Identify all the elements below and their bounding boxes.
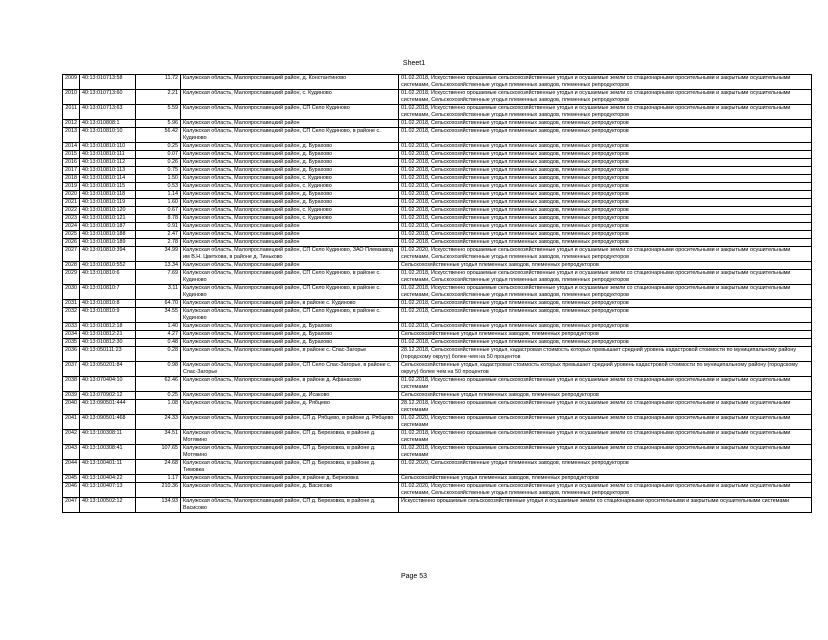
row-number-cell: 2040 <box>63 400 80 415</box>
land-use-cell: 01.02.2018, Искусственно орошаемые сельскохозяйственные угодья и осушаемые земли со стационарными оросительными и закрытыми осушительными системами, Сельскохозяйственные угодья племенных заводов, племенных репродукторов <box>399 270 812 285</box>
address-cell: Калужская область, Малоярославецкий район, д. Бурахово <box>181 159 399 167</box>
address-cell: Калужская область, Малоярославецкий район, д. Бурахово <box>181 339 399 347</box>
row-number-cell: 2019 <box>63 183 80 191</box>
table-row <box>63 191 812 199</box>
cadastral-number-cell: 40:13:010810:113 <box>80 167 136 175</box>
land-use-cell: 01.02.2018, Сельскохозяйственные угодья племенных заводов, племенных репродукторов <box>399 128 812 143</box>
table-row <box>63 231 812 239</box>
table-row <box>63 90 812 105</box>
address-cell: Калужская область, Малоярославецкий район, д. Бурахово <box>181 331 399 339</box>
area-cell: 34.55 <box>136 308 181 323</box>
table-row <box>63 339 812 347</box>
table-row <box>63 362 812 377</box>
row-number-cell: 2033 <box>63 323 80 331</box>
row-number-cell: 2036 <box>63 347 80 362</box>
cadastral-number-cell: 40:13:010810:8 <box>80 300 136 308</box>
table-row <box>63 199 812 207</box>
land-use-cell: 01.02.2018, Сельскохозяйственные угодья племенных заводов, племенных репродукторов <box>399 167 812 175</box>
address-cell: Калужская область, Малоярославецкий район, СП д. Березовка, в районе д. Мотякино <box>181 430 399 445</box>
area-cell: 7.69 <box>136 270 181 285</box>
cadastral-number-cell: 40:13:010812:18 <box>80 323 136 331</box>
table-row <box>63 392 812 400</box>
land-use-cell: 01.02.2018, Сельскохозяйственные угодья племенных заводов, племенных репродукторов <box>399 159 812 167</box>
area-cell: 24.33 <box>136 415 181 430</box>
row-number-cell: 2032 <box>63 308 80 323</box>
row-number-cell: 2009 <box>63 75 80 90</box>
row-number-cell: 2021 <box>63 199 80 207</box>
area-cell: 0.26 <box>136 159 181 167</box>
address-cell: Калужская область, Малоярославецкий район, СП Село Кудиново, в районе с. Кудиново <box>181 270 399 285</box>
table-row <box>63 415 812 430</box>
land-use-cell: 01.02.2020, Искусственно орошаемые сельскохозяйственные угодья и осушаемые земли со стационарными оросительными и закрытыми осушительными системами, Сельскохозяйственные угодья племенных заводов, племенных репродукторов <box>399 483 812 498</box>
land-use-cell: 01.02.2018, Искусственно орошаемые сельскохозяйственные угодья и осушаемые земли со стационарными оросительными и закрытыми осушительными системами <box>399 377 812 392</box>
cadastral-number-cell: 40:13:100404:22 <box>80 475 136 483</box>
cadastral-number-cell: 40:13:010810:110 <box>80 143 136 151</box>
land-use-cell: 01.02.2018, Сельскохозяйственные угодья племенных заводов, племенных репродукторов <box>399 175 812 183</box>
area-cell: 8.78 <box>136 215 181 223</box>
land-use-cell: Искусственно орошаемые сельскохозяйственные угодья и осушаемые земли со стационарными оросительными и закрытыми осушительными системами <box>399 498 812 513</box>
table-row <box>63 498 812 513</box>
table-row <box>63 207 812 215</box>
address-cell: Калужская область, Малоярославецкий район, СП Село Кудиново <box>181 105 399 120</box>
address-cell: Калужская область, Малоярославецкий район, СП д. Рябцево, в районе д. Рябцево <box>181 415 399 430</box>
address-cell: Калужская область, Малоярославецкий район, СП д. Березовка, в районе д. Васисово <box>181 498 399 513</box>
land-use-cell: 01.02.2020, Искусственно орошаемые сельскохозяйственные угодья и осушаемые земли со стационарными оросительными и закрытыми осушительными системами, Сельскохозяйственные угодья племенных заводов, племенных репродукторов <box>399 247 812 262</box>
cadastral-number-cell: 40:13:010810:6 <box>80 270 136 285</box>
cadastral-number-cell: 40:13:010713:58 <box>80 75 136 90</box>
area-cell: 1.14 <box>136 191 181 199</box>
area-cell: 0.98 <box>136 362 181 377</box>
area-cell: 107.65 <box>136 445 181 460</box>
area-cell: 4.27 <box>136 331 181 339</box>
table-row <box>63 247 812 262</box>
row-number-cell: 2041 <box>63 415 80 430</box>
row-number-cell: 2028 <box>63 262 80 270</box>
area-cell: 1.50 <box>136 175 181 183</box>
table-row <box>63 262 812 270</box>
area-cell: 0.67 <box>136 207 181 215</box>
address-cell: Калужская область, Малоярославецкий район <box>181 223 399 231</box>
land-use-cell: 01.02.2018, Сельскохозяйственные угодья племенных заводов, племенных репродукторов <box>399 239 812 247</box>
row-number-cell: 2016 <box>63 159 80 167</box>
cadastral-number-cell: 40:13:050111:23 <box>80 347 136 362</box>
table-row <box>63 331 812 339</box>
area-cell: 13.34 <box>136 262 181 270</box>
address-cell: Калужская область, Малоярославецкий район, с. Кудиново <box>181 215 399 223</box>
cadastral-number-cell: 40:13:010808:1 <box>80 120 136 128</box>
address-cell: Калужская область, Малоярославецкий район, д. Васисово <box>181 483 399 498</box>
land-use-cell: 01.02.2020, Искусственно орошаемые сельскохозяйственные угодья и осушаемые земли со стационарными оросительными и закрытыми осушительными системами <box>399 415 812 430</box>
land-use-cell: Сельскохозяйственные угодья племенных заводов, племенных репродукторов <box>399 331 812 339</box>
row-number-cell: 2014 <box>63 143 80 151</box>
table-row <box>63 215 812 223</box>
area-cell: 56.42 <box>136 128 181 143</box>
row-number-cell: 2029 <box>63 270 80 285</box>
land-use-cell: 01.02.2018, Искусственно орошаемые сельскохозяйственные угодья и осушаемые земли со стационарными оросительными и закрытыми осушительными системами, Сельскохозяйственные угодья племенных заводов, племенных репродукторов <box>399 105 812 120</box>
area-cell: 0.53 <box>136 183 181 191</box>
row-number-cell: 2044 <box>63 460 80 475</box>
land-use-cell: 28.12.2018, Искусственно орошаемые сельскохозяйственные угодья и осушаемые земли со стационарными оросительными и закрытыми осушительными системами <box>399 400 812 415</box>
area-cell: 62.46 <box>136 377 181 392</box>
cadastral-number-cell: 40:13:010810:10 <box>80 128 136 143</box>
cadastral-number-cell: 40:13:010810:187 <box>80 223 136 231</box>
row-number-cell: 2045 <box>63 475 80 483</box>
row-number-cell: 2038 <box>63 377 80 392</box>
cadastral-number-cell: 40:13:090501:444 <box>80 400 136 415</box>
area-cell: 34.99 <box>136 247 181 262</box>
cadastral-number-cell: 40:13:010810:119 <box>80 199 136 207</box>
area-cell: 0.28 <box>136 347 181 362</box>
row-number-cell: 2010 <box>63 90 80 105</box>
land-use-cell: 01.02.2018, Сельскохозяйственные угодья племенных заводов, племенных репродукторов <box>399 308 812 323</box>
table-body <box>63 75 812 513</box>
row-number-cell: 2026 <box>63 239 80 247</box>
land-use-cell: Сельскохозяйственные угодья племенных заводов, племенных репродукторов <box>399 392 812 400</box>
cadastral-number-cell: 40:13:010810:552 <box>80 262 136 270</box>
area-cell: 0.07 <box>136 151 181 159</box>
row-number-cell: 2023 <box>63 215 80 223</box>
address-cell: Калужская область, Малоярославецкий район, д. Бурахово <box>181 323 399 331</box>
address-cell: Калужская область, Малоярославецкий район, д. Рябцево <box>181 400 399 415</box>
land-use-cell: 01.02.2018, Сельскохозяйственные угодья племенных заводов, племенных репродукторов <box>399 151 812 159</box>
row-number-cell: 2012 <box>63 120 80 128</box>
row-number-cell: 2037 <box>63 362 80 377</box>
row-number-cell: 2025 <box>63 231 80 239</box>
address-cell: Калужская область, Малоярославецкий район, в районе д. Березовка <box>181 475 399 483</box>
land-use-cell: Сельскохозяйственные угодья племенных заводов, племенных репродукторов <box>399 262 812 270</box>
table-row <box>63 159 812 167</box>
row-number-cell: 2022 <box>63 207 80 215</box>
area-cell: 0.91 <box>136 223 181 231</box>
cadastral-number-cell: 40:13:010810:394 <box>80 247 136 262</box>
address-cell: Калужская область, Малоярославецкий район, с. Кудиново <box>181 175 399 183</box>
cadastral-number-cell: 40:13:070404:10 <box>80 377 136 392</box>
table-row <box>63 300 812 308</box>
area-cell: 0.48 <box>136 339 181 347</box>
cadastral-number-cell: 40:13:010810:115 <box>80 183 136 191</box>
address-cell: Калужская область, Малоярославецкий район, с. Кудиново <box>181 90 399 105</box>
land-use-cell: Сельскохозяйственные угодья, кадастровая стоимость которых превышает средний уровень кадастровой стоимости по муниципальному району (городскому округу) более чем на 50 процентов <box>399 362 812 377</box>
row-number-cell: 2011 <box>63 105 80 120</box>
land-use-cell: 01.02.2020, Сельскохозяйственные угодья племенных заводов, племенных репродукторов <box>399 460 812 475</box>
cadastral-number-cell: 40:13:010810:121 <box>80 215 136 223</box>
table-row <box>63 75 812 90</box>
land-use-cell: 01.02.2018, Сельскохозяйственные угодья племенных заводов, племенных репродукторов <box>399 323 812 331</box>
area-cell: 1.08 <box>136 400 181 415</box>
land-use-cell: 01.02.2018, Сельскохозяйственные угодья племенных заводов, племенных репродукторов <box>399 120 812 128</box>
land-use-cell: 01.02.2018, Сельскохозяйственные угодья племенных заводов, племенных репродукторов <box>399 231 812 239</box>
sheet-title: Sheet1 <box>402 60 426 67</box>
address-cell: Калужская область, Малоярославецкий район, д. Константиново <box>181 75 399 90</box>
table-row <box>63 308 812 323</box>
area-cell: 5.96 <box>136 120 181 128</box>
cadastral-number-cell: 40:13:010713:63 <box>80 105 136 120</box>
land-use-cell: 01.02.2018, Сельскохозяйственные угодья племенных заводов, племенных репродукторов <box>399 223 812 231</box>
row-number-cell: 2042 <box>63 430 80 445</box>
page-number: Page 53 <box>400 573 428 580</box>
table-row <box>63 151 812 159</box>
area-cell: 11.72 <box>136 75 181 90</box>
row-number-cell: 2047 <box>63 498 80 513</box>
table-row <box>63 285 812 300</box>
address-cell: Калужская область, Малоярославецкий район <box>181 231 399 239</box>
address-cell: Калужская область, Малоярославецкий район, в районе д. Афанасово <box>181 377 399 392</box>
cadastral-number-cell: 40:13:050201:84 <box>80 362 136 377</box>
row-number-cell: 2043 <box>63 445 80 460</box>
address-cell: Калужская область, Малоярославецкий район <box>181 239 399 247</box>
table-row <box>63 143 812 151</box>
cadastral-number-cell: 40:13:070902:12 <box>80 392 136 400</box>
table-row <box>63 105 812 120</box>
address-cell: Калужская область, Малоярославецкий район <box>181 262 399 270</box>
address-cell: Калужская область, Малоярославецкий район, СП Село Кудиново, в районе с. Кудиново <box>181 285 399 300</box>
land-use-cell: 01.02.2018, Сельскохозяйственные угодья племенных заводов, племенных репродукторов <box>399 207 812 215</box>
address-cell: Калужская область, Малоярославецкий район, СП Село Спас-Загорье, в районе с. Спас-Загорье <box>181 362 399 377</box>
cadastral-number-cell: 40:13:010810:189 <box>80 239 136 247</box>
row-number-cell: 2018 <box>63 175 80 183</box>
area-cell: 1.17 <box>136 475 181 483</box>
address-cell: Калужская область, Малоярославецкий район, с. Кудиново <box>181 183 399 191</box>
table-row <box>63 120 812 128</box>
table-row <box>63 377 812 392</box>
area-cell: 34.51 <box>136 430 181 445</box>
cadastral-number-cell: 40:13:100308:11 <box>80 430 136 445</box>
address-cell: Калужская область, Малоярославецкий район, в районе с. Кудиново <box>181 300 399 308</box>
row-number-cell: 2035 <box>63 339 80 347</box>
table-row <box>63 183 812 191</box>
address-cell: Калужская область, Малоярославецкий район, д. Бурахово <box>181 167 399 175</box>
cadastral-number-cell: 40:13:100401:11 <box>80 460 136 475</box>
area-cell: 3.11 <box>136 285 181 300</box>
table-row <box>63 347 812 362</box>
table-row <box>63 167 812 175</box>
cadastral-number-cell: 40:13:010810:120 <box>80 207 136 215</box>
cadastral-number-cell: 40:13:010713:60 <box>80 90 136 105</box>
table-row <box>63 460 812 475</box>
area-cell: 0.25 <box>136 143 181 151</box>
row-number-cell: 2039 <box>63 392 80 400</box>
land-use-cell: 01.02.2018, Сельскохозяйственные угодья племенных заводов, племенных репродукторов <box>399 143 812 151</box>
land-use-cell: 28.12.2018, Сельскохозяйственные угодья, кадастровая стоимость которых превышает средний уровень кадастровой стоимости по муниципальному району (городскому округу) более чем на 50 процентов <box>399 347 812 362</box>
row-number-cell: 2013 <box>63 128 80 143</box>
land-use-cell: 01.02.2018, Сельскохозяйственные угодья племенных заводов, племенных репродукторов <box>399 199 812 207</box>
land-use-cell: 01.02.2018, Искусственно орошаемые сельскохозяйственные угодья и осушаемые земли со стационарными оросительными и закрытыми осушительными системами <box>399 445 812 460</box>
area-cell: 134.93 <box>136 498 181 513</box>
row-number-cell: 2046 <box>63 483 80 498</box>
address-cell: Калужская область, Малоярославецкий район, д. Бурахово <box>181 199 399 207</box>
land-use-cell: 01.02.2018, Сельскохозяйственные угодья племенных заводов, племенных репродукторов <box>399 339 812 347</box>
row-number-cell: 2020 <box>63 191 80 199</box>
area-cell: 64.70 <box>136 300 181 308</box>
area-cell: 5.59 <box>136 105 181 120</box>
land-use-cell: 01.02.2018, Искусственно орошаемые сельскохозяйственные угодья и осушаемые земли со стационарными оросительными и закрытыми осушительными системами, Сельскохозяйственные угодья племенных заводов, племенных репродукторов <box>399 90 812 105</box>
cadastral-number-cell: 40:13:010810:112 <box>80 159 136 167</box>
cadastral-number-cell: 40:13:100308:41 <box>80 445 136 460</box>
table-row <box>63 445 812 460</box>
address-cell: Калужская область, Малоярославецкий район, д. Исаково <box>181 392 399 400</box>
cadastral-number-cell: 40:13:010810:118 <box>80 191 136 199</box>
cadastral-number-cell: 40:13:010810:111 <box>80 151 136 159</box>
address-cell: Калужская область, Малоярославецкий район <box>181 120 399 128</box>
area-cell: 210.36 <box>136 483 181 498</box>
area-cell: 2.78 <box>136 239 181 247</box>
table-row <box>63 483 812 498</box>
table-row <box>63 223 812 231</box>
table-row <box>63 128 812 143</box>
cadastral-number-cell: 40:13:010810:114 <box>80 175 136 183</box>
land-use-cell: 01.02.2018, Искусственно орошаемые сельскохозяйственные угодья и осушаемые земли со стационарными оросительными и закрытыми осушительными системами <box>399 430 812 445</box>
row-number-cell: 2027 <box>63 247 80 262</box>
land-use-cell: 01.02.2018, Сельскохозяйственные угодья племенных заводов, племенных репродукторов <box>399 215 812 223</box>
table-row <box>63 270 812 285</box>
cadastral-number-cell: 40:13:010812:30 <box>80 339 136 347</box>
row-number-cell: 2017 <box>63 167 80 175</box>
row-number-cell: 2015 <box>63 151 80 159</box>
cadastral-number-cell: 40:13:100502:12 <box>80 498 136 513</box>
row-number-cell: 2024 <box>63 223 80 231</box>
address-cell: Калужская область, Малоярославецкий район, СП Село Кудиново, в районе с. Кудиново <box>181 128 399 143</box>
address-cell: Калужская область, Малоярославецкий район, д. Бурахово <box>181 143 399 151</box>
row-number-cell: 2034 <box>63 331 80 339</box>
address-cell: Калужская область, Малоярославецкий район, в районе с. Спас-Загорье <box>181 347 399 362</box>
address-cell: Калужская область, Малоярославецкий район, СП д. Березовка, в районе д. Мотякино <box>181 445 399 460</box>
address-cell: Калужская область, Малоярославецкий район, СП д. Березовка, в районе д. Тимовка <box>181 460 399 475</box>
area-cell: 0.25 <box>136 392 181 400</box>
cadastral-number-cell: 40:13:010810:9 <box>80 308 136 323</box>
table-row <box>63 430 812 445</box>
area-cell: 2.47 <box>136 231 181 239</box>
row-number-cell: 2030 <box>63 285 80 300</box>
land-use-cell: 01.02.2018, Искусственно орошаемые сельскохозяйственные угодья и осушаемые земли со стационарными оросительными и закрытыми осушительными системами, Сельскохозяйственные угодья племенных заводов, племенных репродукторов <box>399 75 812 90</box>
table-row <box>63 400 812 415</box>
address-cell: Калужская область, Малоярославецкий район, СП Село Кудиново, ЗАО Племзавод им В.Н. Цветкова, в районе д. Тиньково <box>181 247 399 262</box>
land-use-cell: 01.02.2018, Искусственно орошаемые сельскохозяйственные угодья и осушаемые земли со стационарными оросительными и закрытыми осушительными системами, Сельскохозяйственные угодья племенных заводов, племенных репродукторов <box>399 285 812 300</box>
address-cell: Калужская область, Малоярославецкий район, д. Бурахово <box>181 191 399 199</box>
address-cell: Калужская область, Малоярославецкий район, СП Село Кудиново, в районе с. Кудиново <box>181 308 399 323</box>
cadastral-number-cell: 40:13:010812:21 <box>80 331 136 339</box>
land-plots-table <box>62 74 812 513</box>
area-cell: 2.21 <box>136 90 181 105</box>
table-row <box>63 323 812 331</box>
table-row <box>63 175 812 183</box>
cadastral-number-cell: 40:13:010810:188 <box>80 231 136 239</box>
land-use-cell: 01.02.2018, Сельскохозяйственные угодья племенных заводов, племенных репродукторов <box>399 191 812 199</box>
land-use-cell: Сельскохозяйственные угодья племенных заводов, племенных репродукторов <box>399 475 812 483</box>
area-cell: 1.40 <box>136 323 181 331</box>
area-cell: 1.60 <box>136 199 181 207</box>
address-cell: Калужская область, Малоярославецкий район, с. Кудиново <box>181 207 399 215</box>
land-use-cell: 01.02.2018, Сельскохозяйственные угодья племенных заводов, племенных репродукторов <box>399 183 812 191</box>
cadastral-number-cell: 40:13:100407:13 <box>80 483 136 498</box>
table-row <box>63 475 812 483</box>
land-use-cell: 01.02.2018, Сельскохозяйственные угодья племенных заводов, племенных репродукторов <box>399 300 812 308</box>
cadastral-number-cell: 40:13:010810:7 <box>80 285 136 300</box>
area-cell: 0.75 <box>136 167 181 175</box>
cadastral-number-cell: 40:13:090501:468 <box>80 415 136 430</box>
row-number-cell: 2031 <box>63 300 80 308</box>
area-cell: 24.68 <box>136 460 181 475</box>
table-row <box>63 239 812 247</box>
address-cell: Калужская область, Малоярославецкий район, д. Бурахово <box>181 151 399 159</box>
